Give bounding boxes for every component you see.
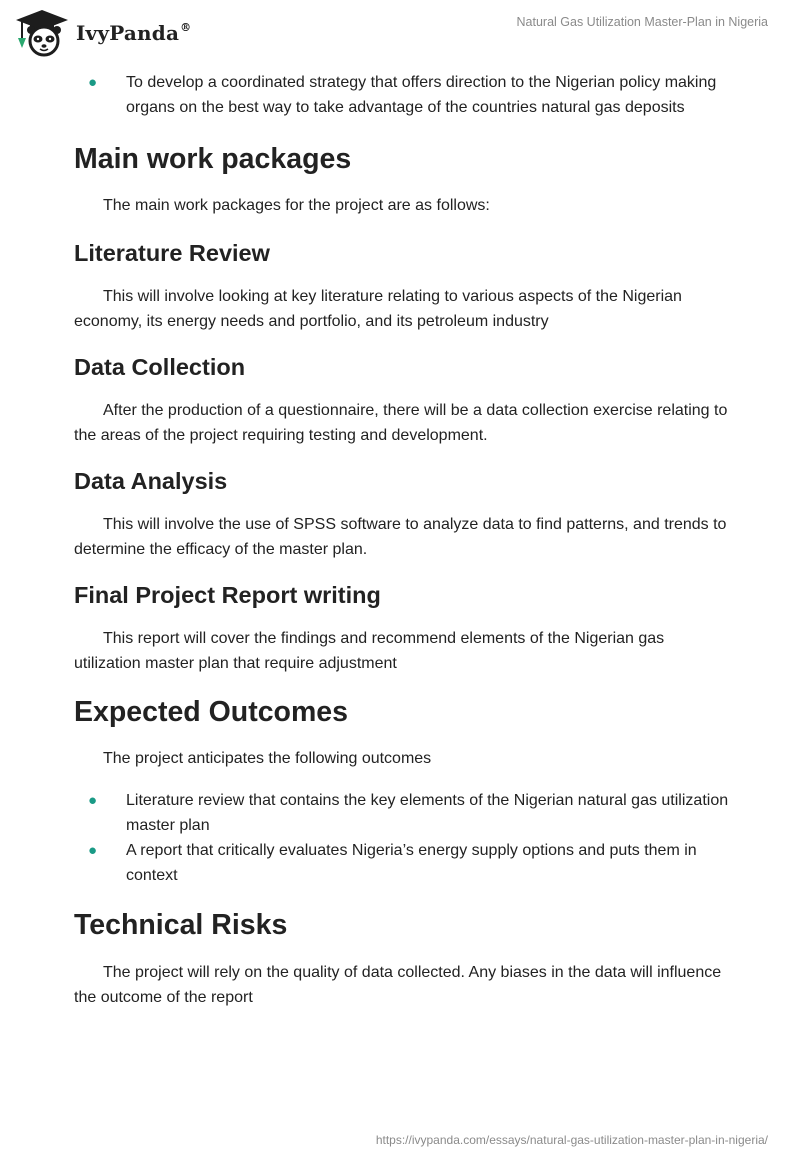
heading-expected-outcomes: Expected Outcomes (74, 696, 349, 728)
list-item (74, 70, 734, 120)
bullet-dot-icon: ● (88, 74, 98, 91)
heading-final-report: Final Project Report writing (74, 582, 381, 608)
list-item (74, 838, 734, 888)
heading-main-work-packages: Main work packages (74, 143, 352, 175)
logo-wordmark (76, 21, 191, 45)
list-item-text: To develop a coordinated strategy that offers direction to the Nigerian policy making organs on the best way to take advantage of the countries natural gas deposits (126, 74, 717, 116)
outcomes-bullet-list (74, 788, 734, 888)
registered-mark: ® (180, 21, 192, 34)
ivypanda-logo[interactable] (14, 8, 191, 58)
paragraph-technical-risks: The project will rely on the quality of data collected. Any biases in the data will influence the outcome of the report (74, 964, 722, 1006)
list-item-text: A report that critically evaluates Nigeria’s energy supply options and puts them in context (126, 842, 697, 884)
document-title: Natural Gas Utilization Master-Plan in Nigeria (516, 15, 768, 29)
list-item-text: Literature review that contains the key elements of the Nigerian natural gas utilization master plan (126, 792, 729, 834)
heading-technical-risks: Technical Risks (74, 909, 288, 941)
intro-bullet-list (74, 70, 734, 120)
list-item (74, 788, 734, 838)
paragraph-literature-review: This will involve looking at key literature relating to various aspects of the Nigerian economy, its energy needs and portfolio, and its petroleum industry (74, 288, 682, 330)
paragraph-final-report: This report will cover the findings and recommend elements of the Nigerian gas utilization master plan that require adjustment (74, 630, 665, 672)
paragraph-data-analysis: This will involve the use of SPSS software to analyze data to find patterns, and trends to determine the efficacy of the master plan. (74, 516, 727, 558)
paragraph-data-collection: After the production of a questionnaire, there will be a data collection exercise relating to the areas of the project requiring testing and development. (74, 402, 728, 444)
document-body (74, 70, 734, 1010)
bullet-dot-icon: ● (88, 792, 98, 809)
heading-data-collection: Data Collection (74, 354, 246, 380)
heading-data-analysis: Data Analysis (74, 468, 228, 494)
panda-graduation-cap-icon (14, 8, 70, 58)
source-url[interactable]: https://ivypanda.com/essays/natural-gas-utilization-master-plan-in-nigeria/ (375, 1133, 768, 1147)
logo-name: IvyPanda (76, 21, 180, 45)
bullet-dot-icon: ● (88, 842, 98, 859)
paragraph-outcomes-intro: The project anticipates the following outcomes (103, 750, 432, 767)
paragraph-work-packages-intro: The main work packages for the project are as follows: (103, 197, 490, 214)
heading-literature-review: Literature Review (74, 240, 270, 266)
